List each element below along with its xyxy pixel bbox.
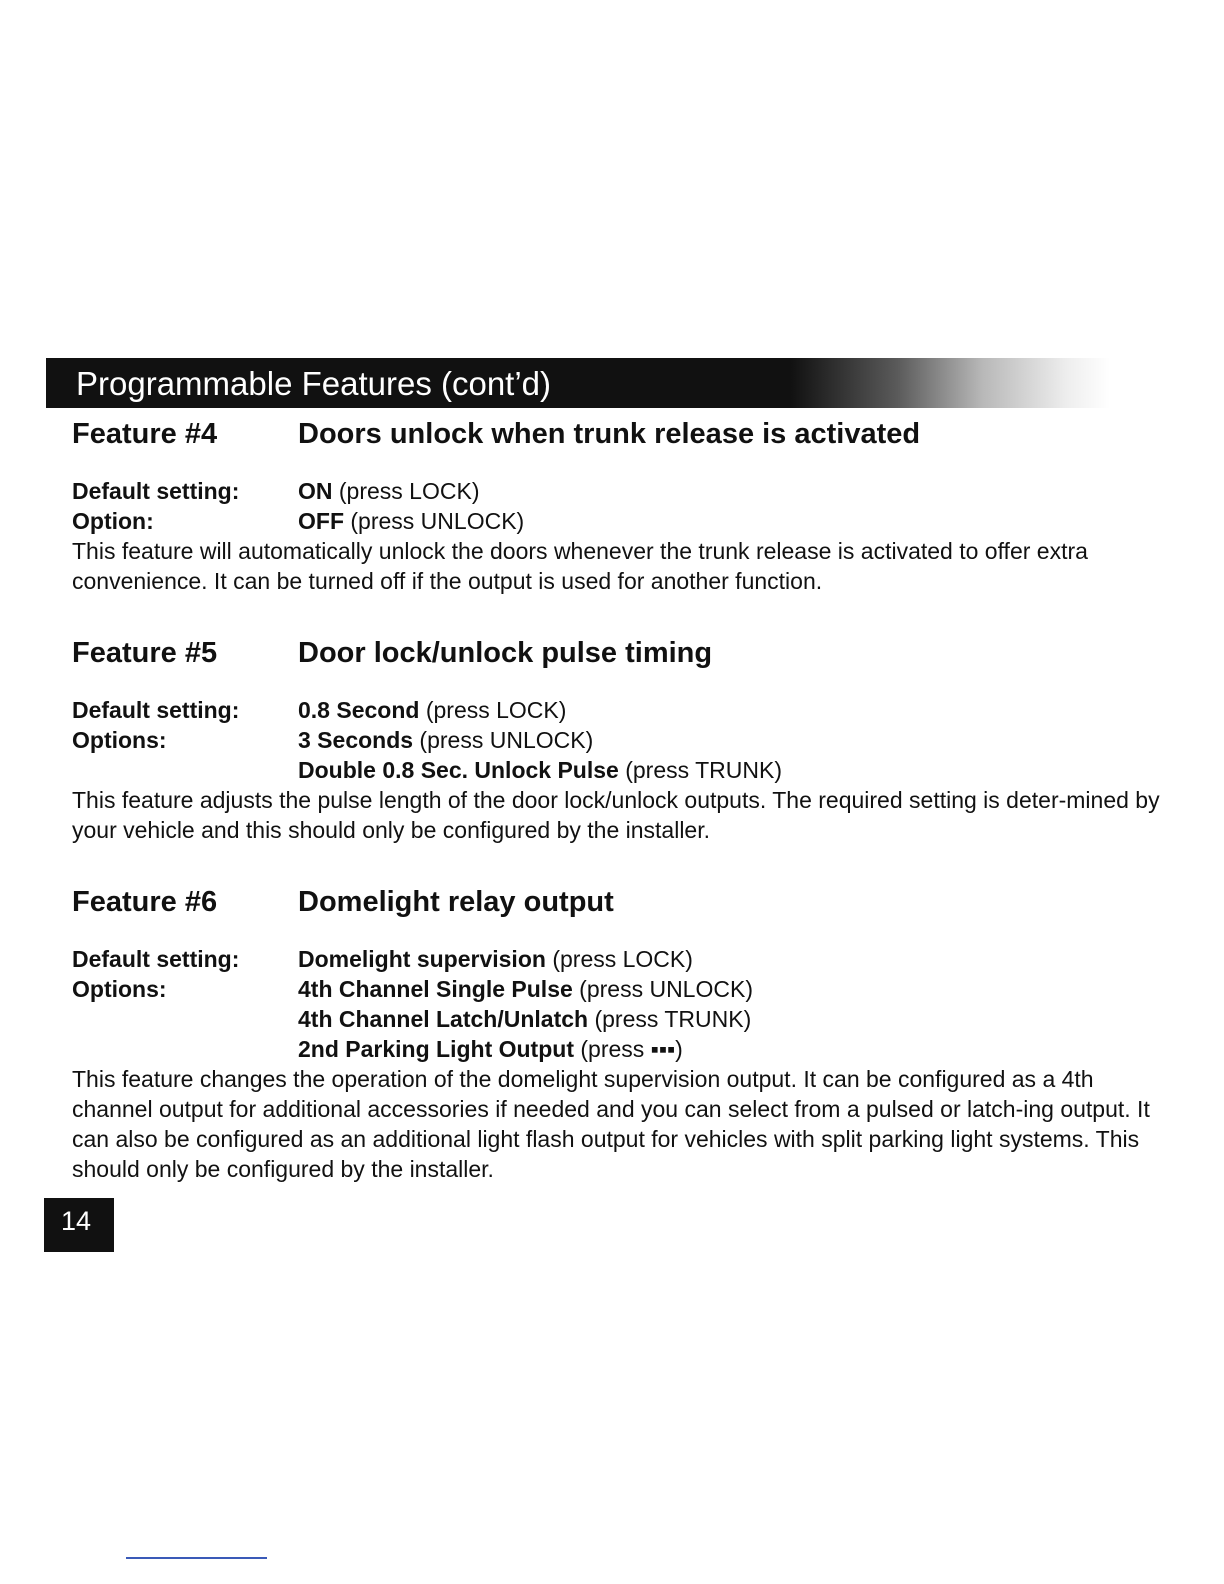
page-number: 14 xyxy=(44,1198,114,1252)
setting-value xyxy=(298,476,479,506)
feature-description: This feature changes the operation of the domelight supervision output. It can be configured as a 4th channel output for additional accessories if needed and you can select from a pulsed or latch-ing output. It can also be configured as an additional light flash output for vehicles with split parking light systems. This should only be configured by the installer. xyxy=(72,1066,1150,1182)
setting-label: Options: xyxy=(72,976,167,1002)
setting-value-note: (press ▪▪▪) xyxy=(573,1036,683,1062)
feature-title: Door lock/unlock pulse timing xyxy=(298,637,713,669)
feature-title: Doors unlock when trunk release is activated xyxy=(298,418,921,450)
setting-label: Options: xyxy=(72,727,167,753)
feature-heading xyxy=(72,633,1172,673)
setting-value-bold: 4th Channel Single Pulse xyxy=(298,976,573,1002)
setting-value-bold: 3 Seconds xyxy=(298,727,414,753)
feature-description: This feature will automatically unlock the doors whenever the trunk release is activated to offer extra convenience. It can be turned off if the output is used for another function. xyxy=(72,538,1088,594)
setting-row-default xyxy=(72,476,1172,506)
setting-label: Default setting: xyxy=(72,946,240,972)
feature-heading xyxy=(72,414,1172,454)
feature-settings xyxy=(72,476,1172,536)
setting-value-bold: Domelight supervision xyxy=(298,946,546,972)
setting-value xyxy=(298,695,566,725)
setting-value-bold: 0.8 Second xyxy=(298,697,420,723)
setting-row-default xyxy=(72,944,1172,974)
setting-value-bold: 4th Channel Latch/Unlatch xyxy=(298,1006,589,1032)
setting-row-option xyxy=(72,974,1172,1004)
setting-value-note: (press LOCK) xyxy=(419,697,567,723)
section-title: Programmable Features (cont’d) xyxy=(76,365,552,402)
setting-value-note: (press UNLOCK) xyxy=(413,727,594,753)
footer-rule xyxy=(126,1557,267,1559)
setting-value-note: (press LOCK) xyxy=(545,946,693,972)
feature-number: Feature #4 xyxy=(72,418,218,450)
setting-value-bold: Double 0.8 Sec. Unlock Pulse xyxy=(298,757,619,783)
setting-value xyxy=(298,1034,683,1064)
setting-value-note: (press UNLOCK) xyxy=(572,976,753,1002)
setting-row-option xyxy=(72,1004,1172,1034)
setting-value-note: (press UNLOCK) xyxy=(344,508,525,534)
setting-value xyxy=(298,974,753,1004)
setting-row-option xyxy=(72,1034,1172,1064)
setting-value-bold: 2nd Parking Light Output xyxy=(298,1036,574,1062)
feature-6-block xyxy=(72,882,1172,1184)
setting-label: Default setting: xyxy=(72,697,240,723)
setting-value xyxy=(298,944,693,974)
setting-value xyxy=(298,755,782,785)
setting-row-option xyxy=(72,755,1172,785)
feature-4-block xyxy=(72,414,1172,596)
setting-row-option xyxy=(72,506,1172,536)
feature-number: Feature #5 xyxy=(72,637,218,669)
setting-value xyxy=(298,725,593,755)
feature-title: Domelight relay output xyxy=(298,886,614,918)
setting-label: Default setting: xyxy=(72,478,240,504)
setting-value-note: (press LOCK) xyxy=(332,478,480,504)
setting-value-note: (press TRUNK) xyxy=(588,1006,752,1032)
setting-row-option xyxy=(72,725,1172,755)
setting-row-default xyxy=(72,695,1172,725)
setting-value xyxy=(298,506,524,536)
setting-value-bold: OFF xyxy=(298,508,344,534)
feature-settings xyxy=(72,695,1172,785)
setting-value xyxy=(298,1004,751,1034)
feature-5-block xyxy=(72,633,1172,845)
setting-value-note: (press TRUNK) xyxy=(618,757,782,783)
feature-heading xyxy=(72,882,1172,922)
feature-description: This feature adjusts the pulse length of the door lock/unlock outputs. The required setting is deter-mined by your vehicle and this should only be configured by the installer. xyxy=(72,787,1160,843)
feature-number: Feature #6 xyxy=(72,886,218,918)
setting-label: Option: xyxy=(72,508,154,534)
feature-settings xyxy=(72,944,1172,1064)
setting-value-bold: ON xyxy=(298,478,333,504)
